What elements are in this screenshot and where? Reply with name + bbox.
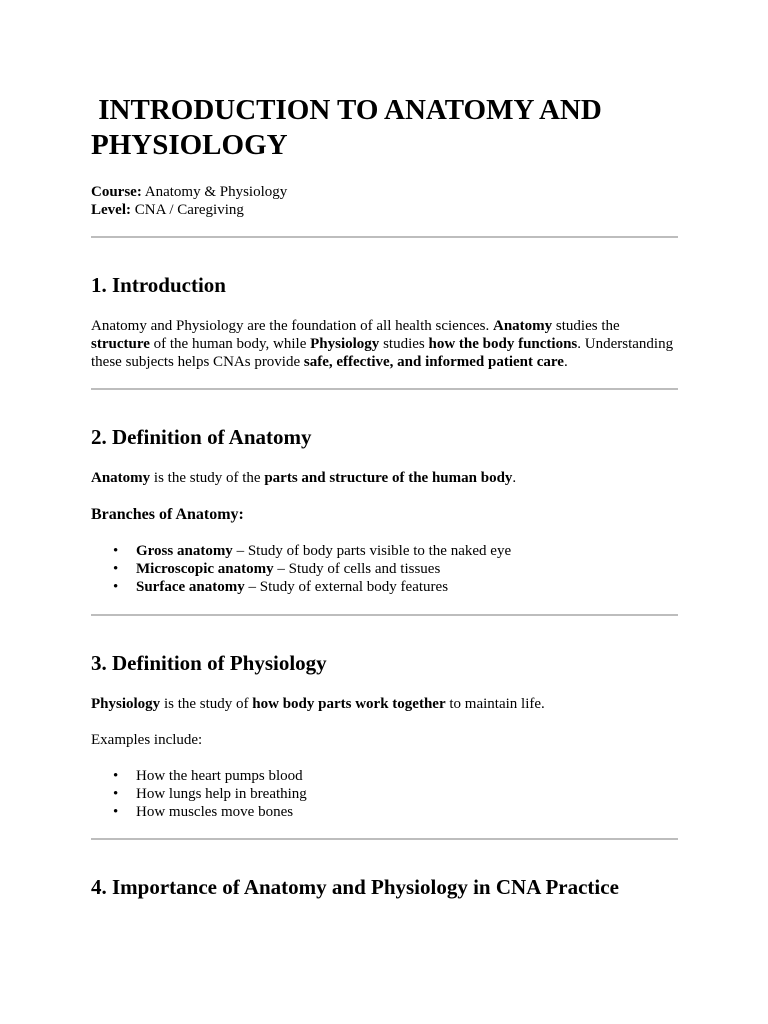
document-title: INTRODUCTION TO ANATOMY AND PHYSIOLOGY <box>91 94 610 161</box>
list-item: • Microscopic anatomy – Study of cells and tissues <box>113 561 441 577</box>
section-heading-importance: 4. Importance of Anatomy and Physiology in CNA Practice <box>91 875 619 899</box>
bullet-icon: • <box>113 579 119 595</box>
bullet-icon: • <box>113 768 119 784</box>
examples-list <box>91 767 307 821</box>
course-line <box>91 183 287 201</box>
divider <box>91 614 678 616</box>
section-heading-physiology: 3. Definition of Physiology <box>91 651 327 675</box>
branches-subheading: Branches of Anatomy: <box>91 506 244 523</box>
level-line <box>91 201 244 219</box>
section-heading-introduction: 1. Introduction <box>91 273 226 297</box>
bullet-icon: • <box>113 804 119 820</box>
bullet-icon: • <box>113 543 119 559</box>
list-item: • Surface anatomy – Study of external body features <box>113 579 449 595</box>
list-item: • Gross anatomy – Study of body parts visible to the naked eye <box>113 543 512 559</box>
physiology-definition: Physiology is the study of how body parts work together to maintain life. <box>91 696 545 712</box>
course-label: Course: <box>91 184 142 200</box>
list-item: • How the heart pumps blood <box>113 768 303 784</box>
divider <box>91 838 678 840</box>
bullet-icon: • <box>113 561 119 577</box>
bullet-icon: • <box>113 786 119 802</box>
branches-list <box>91 542 511 596</box>
divider <box>91 236 678 238</box>
level-label: Level: <box>91 202 131 218</box>
divider <box>91 388 678 390</box>
section-heading-anatomy: 2. Definition of Anatomy <box>91 425 312 449</box>
introduction-paragraph: Anatomy and Physiology are the foundation of all health sciences. Anatomy studies the structure of the human body, while Physiology studies how the body functions. Understanding these subjects helps CNAs provide safe, effective, and informed patient care. <box>91 318 674 370</box>
examples-intro: Examples include: <box>91 732 203 748</box>
course-value: Anatomy & Physiology <box>141 184 288 200</box>
anatomy-definition: Anatomy is the study of the parts and structure of the human body. <box>91 470 517 486</box>
list-item: • How muscles move bones <box>113 804 294 820</box>
list-item: • How lungs help in breathing <box>113 786 307 802</box>
level-value: CNA / Caregiving <box>130 202 244 218</box>
